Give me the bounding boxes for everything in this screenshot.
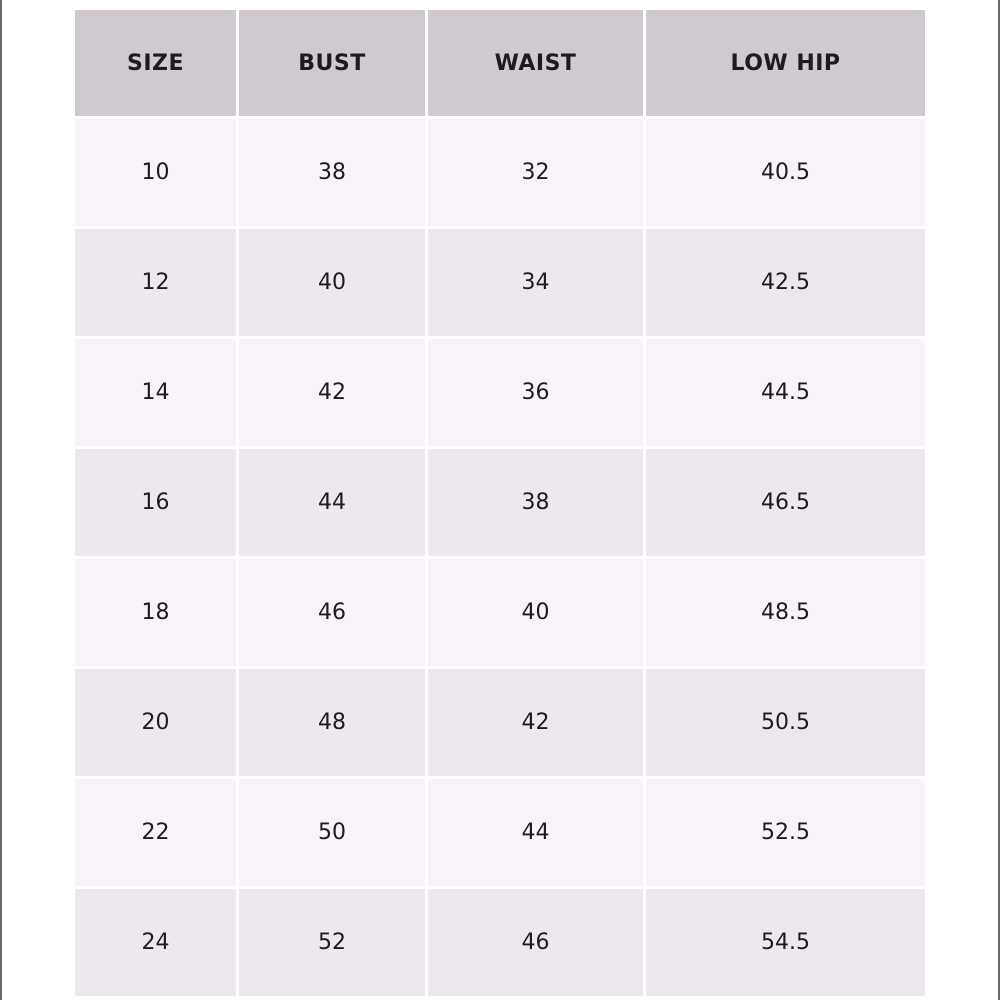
- cell-size: 18: [75, 559, 236, 666]
- cell-size: 14: [75, 339, 236, 446]
- cell-low-hip: 52.5: [646, 779, 925, 886]
- cell-bust: 38: [239, 119, 425, 226]
- cell-waist: 44: [428, 779, 643, 886]
- table-row: [75, 559, 925, 666]
- table-row: [75, 339, 925, 446]
- cell-low-hip: 46.5: [646, 449, 925, 556]
- table-row: [75, 229, 925, 336]
- cell-size: 16: [75, 449, 236, 556]
- cell-low-hip: 40.5: [646, 119, 925, 226]
- cell-size: 22: [75, 779, 236, 886]
- header-row: [75, 10, 925, 116]
- cell-low-hip: 44.5: [646, 339, 925, 446]
- table-row: [75, 119, 925, 226]
- header-size: SIZE: [75, 10, 236, 116]
- page-border-left: [0, 0, 2, 1000]
- cell-bust: 40: [239, 229, 425, 336]
- cell-waist: 46: [428, 889, 643, 996]
- table-row: [75, 889, 925, 996]
- cell-size: 20: [75, 669, 236, 776]
- cell-low-hip: 50.5: [646, 669, 925, 776]
- cell-waist: 36: [428, 339, 643, 446]
- cell-bust: 52: [239, 889, 425, 996]
- cell-bust: 50: [239, 779, 425, 886]
- table-row: [75, 449, 925, 556]
- table-row: [75, 779, 925, 886]
- cell-waist: 38: [428, 449, 643, 556]
- header-bust: BUST: [239, 10, 425, 116]
- header-waist: WAIST: [428, 10, 643, 116]
- cell-size: 24: [75, 889, 236, 996]
- cell-low-hip: 54.5: [646, 889, 925, 996]
- cell-waist: 40: [428, 559, 643, 666]
- table-row: [75, 669, 925, 776]
- cell-low-hip: 48.5: [646, 559, 925, 666]
- cell-size: 10: [75, 119, 236, 226]
- header-low-hip: LOW HIP: [646, 10, 925, 116]
- cell-waist: 42: [428, 669, 643, 776]
- size-chart-table: [72, 7, 928, 999]
- cell-bust: 48: [239, 669, 425, 776]
- cell-waist: 32: [428, 119, 643, 226]
- cell-bust: 46: [239, 559, 425, 666]
- cell-bust: 44: [239, 449, 425, 556]
- cell-low-hip: 42.5: [646, 229, 925, 336]
- cell-bust: 42: [239, 339, 425, 446]
- cell-size: 12: [75, 229, 236, 336]
- cell-waist: 34: [428, 229, 643, 336]
